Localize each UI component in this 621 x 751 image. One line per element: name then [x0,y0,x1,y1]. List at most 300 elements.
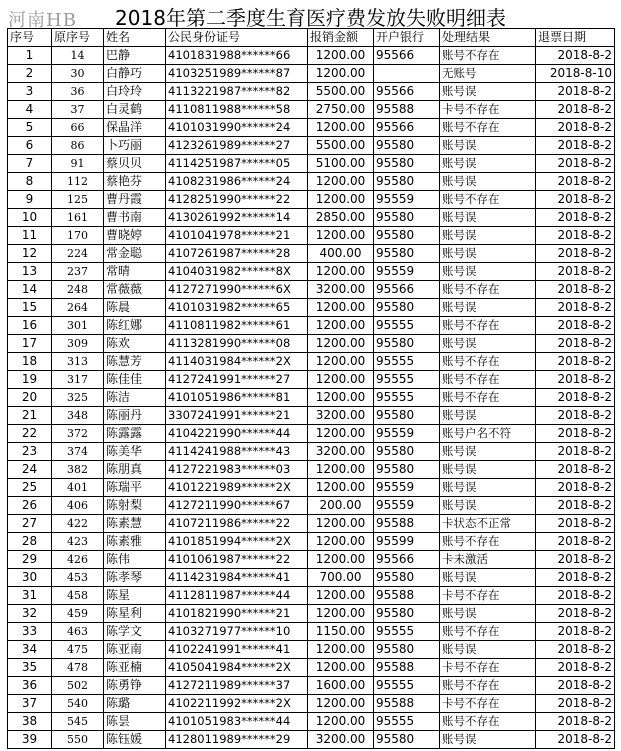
amount-cell: 1200.00 [308,119,374,137]
amount-cell: 1200.00 [308,461,374,479]
amount-cell: 1200.00 [308,173,374,191]
seq-cell: 30 [8,569,52,587]
id-number-cell: 4127271990******6X [166,281,308,299]
amount-cell: 200.00 [308,497,374,515]
orig-seq-cell: 382 [52,461,104,479]
amount-cell: 1200.00 [308,389,374,407]
name-cell: 陈慧芳 [104,353,166,371]
refund-date-cell: 2018-8-2 [536,353,615,371]
seq-cell: 29 [8,551,52,569]
amount-cell: 1200.00 [308,353,374,371]
orig-seq-cell: 540 [52,695,104,713]
result-cell: 账号不存在 [440,389,536,407]
name-cell: 陈星 [104,587,166,605]
amount-cell: 1200.00 [308,191,374,209]
refund-date-cell: 2018-8-2 [536,119,615,137]
name-cell: 陈洁 [104,389,166,407]
bank-cell: 95580 [374,155,440,173]
amount-cell: 2750.00 [308,101,374,119]
table-row [8,155,615,173]
seq-cell: 10 [8,209,52,227]
result-cell: 卡号不存在 [440,101,536,119]
bank-cell: 95580 [374,173,440,191]
result-cell: 账号误 [440,173,536,191]
name-cell: 巴静 [104,47,166,65]
seq-cell: 21 [8,407,52,425]
name-cell: 陈亚楠 [104,659,166,677]
result-cell: 账号不存在 [440,281,536,299]
orig-seq-cell: 348 [52,407,104,425]
seq-cell: 6 [8,137,52,155]
bank-cell: 95566 [374,47,440,65]
table-row [8,623,615,641]
bank-cell: 95566 [374,83,440,101]
name-cell: 曹书南 [104,209,166,227]
table-row [8,587,615,605]
orig-seq-cell: 248 [52,281,104,299]
refund-date-cell: 2018-8-2 [536,389,615,407]
amount-cell: 3200.00 [308,443,374,461]
bank-cell: 95559 [374,263,440,281]
seq-cell: 34 [8,641,52,659]
name-cell: 陈丽丹 [104,407,166,425]
seq-cell: 20 [8,389,52,407]
name-cell: 蔡贝贝 [104,155,166,173]
name-cell: 陈射梨 [104,497,166,515]
table-row [8,101,615,119]
refund-date-cell: 2018-8-2 [536,299,615,317]
id-number-cell: 4101041978******21 [166,227,308,245]
bank-cell: 95580 [374,299,440,317]
header-name: 姓名 [104,29,166,47]
table-row [8,443,615,461]
orig-seq-cell: 264 [52,299,104,317]
refund-date-cell: 2018-8-2 [536,677,615,695]
refund-date-cell: 2018-8-10 [536,65,615,83]
result-cell: 账号不存在 [440,713,536,731]
result-cell: 账号误 [440,227,536,245]
table-row [8,209,615,227]
orig-seq-cell: 374 [52,443,104,461]
orig-seq-cell: 37 [52,101,104,119]
orig-seq-cell: 125 [52,191,104,209]
table-row [8,425,615,443]
id-number-cell: 4101051983******44 [166,713,308,731]
orig-seq-cell: 550 [52,731,104,749]
table-row [8,605,615,623]
refund-date-cell: 2018-8-2 [536,317,615,335]
refund-date-cell: 2018-8-2 [536,101,615,119]
bank-cell: 95580 [374,227,440,245]
amount-cell: 1200.00 [308,299,374,317]
id-number-cell: 4113221987******82 [166,83,308,101]
orig-seq-cell: 317 [52,371,104,389]
id-number-cell: 3307241991******21 [166,407,308,425]
id-number-cell: 4101051986******81 [166,389,308,407]
id-number-cell: 4101221989******2X [166,479,308,497]
bank-cell: 95566 [374,119,440,137]
bank-cell: 95580 [374,443,440,461]
page-title: 2018年第二季度生育医疗费发放失败明细表 [115,6,506,30]
seq-cell: 13 [8,263,52,281]
result-cell: 卡未激活 [440,551,536,569]
amount-cell: 1150.00 [308,623,374,641]
table-row [8,497,615,515]
name-cell: 白玲玲 [104,83,166,101]
table-row [8,659,615,677]
seq-cell: 32 [8,605,52,623]
amount-cell: 1600.00 [308,677,374,695]
bank-cell: 95580 [374,407,440,425]
result-cell: 账号误 [440,569,536,587]
refund-date-cell: 2018-8-2 [536,641,615,659]
refund-date-cell: 2018-8-2 [536,461,615,479]
refund-date-cell: 2018-8-2 [536,569,615,587]
result-cell: 卡号不存在 [440,659,536,677]
header-seq: 序号 [8,29,52,47]
result-cell: 卡状态不正常 [440,515,536,533]
name-cell: 陈勇铮 [104,677,166,695]
amount-cell: 1200.00 [308,479,374,497]
result-cell: 账号误 [440,299,536,317]
table-row [8,227,615,245]
id-number-cell: 4101821990******21 [166,605,308,623]
id-number-cell: 4110811982******61 [166,317,308,335]
table-row [8,731,615,749]
name-cell: 陈钰媛 [104,731,166,749]
table-row [8,335,615,353]
table-row [8,281,615,299]
refund-date-cell: 2018-8-2 [536,407,615,425]
orig-seq-cell: 372 [52,425,104,443]
result-cell: 账号不存在 [440,533,536,551]
id-number-cell: 4101851994******2X [166,533,308,551]
name-cell: 陈学文 [104,623,166,641]
orig-seq-cell: 406 [52,497,104,515]
table-row [8,47,615,65]
result-cell: 账号误 [440,461,536,479]
amount-cell: 1200.00 [308,641,374,659]
seq-cell: 11 [8,227,52,245]
bank-cell: 95580 [374,209,440,227]
seq-cell: 22 [8,425,52,443]
seq-cell: 12 [8,245,52,263]
result-cell: 账号误 [440,479,536,497]
refund-date-cell: 2018-8-2 [536,443,615,461]
bank-cell: 95580 [374,731,440,749]
name-cell: 陈美华 [104,443,166,461]
seq-cell: 19 [8,371,52,389]
orig-seq-cell: 423 [52,533,104,551]
refund-date-cell: 2018-8-2 [536,587,615,605]
result-cell: 账号不存在 [440,47,536,65]
amount-cell: 400.00 [308,245,374,263]
seq-cell: 37 [8,695,52,713]
refund-date-cell: 2018-8-2 [536,731,615,749]
refund-date-cell: 2018-8-2 [536,155,615,173]
name-cell: 陈素雅 [104,533,166,551]
orig-seq-cell: 91 [52,155,104,173]
id-number-cell: 4123261989******27 [166,137,308,155]
amount-cell: 1200.00 [308,227,374,245]
seq-cell: 23 [8,443,52,461]
seq-cell: 18 [8,353,52,371]
bank-cell: 95588 [374,695,440,713]
orig-seq-cell: 161 [52,209,104,227]
result-cell: 账号误 [440,137,536,155]
bank-cell: 95580 [374,461,440,479]
amount-cell: 1200.00 [308,317,374,335]
name-cell: 陈孝琴 [104,569,166,587]
result-cell: 账号误 [440,263,536,281]
bank-cell: 95580 [374,641,440,659]
amount-cell: 1200.00 [308,587,374,605]
refund-date-cell: 2018-8-2 [536,137,615,155]
refund-date-cell: 2018-8-2 [536,425,615,443]
name-cell: 陈朋真 [104,461,166,479]
result-cell: 账号不存在 [440,353,536,371]
amount-cell: 5100.00 [308,155,374,173]
name-cell: 陈晨 [104,299,166,317]
table-row [8,389,615,407]
table-row [8,245,615,263]
name-cell: 陈星利 [104,605,166,623]
refund-date-cell: 2018-8-2 [536,551,615,569]
amount-cell: 1200.00 [308,713,374,731]
seq-cell: 39 [8,731,52,749]
seq-cell: 1 [8,47,52,65]
name-cell: 曹丹霞 [104,191,166,209]
bank-cell: 95555 [374,317,440,335]
table-row [8,695,615,713]
orig-seq-cell: 463 [52,623,104,641]
table-row [8,569,615,587]
refund-date-cell: 2018-8-2 [536,695,615,713]
name-cell: 白灵鹤 [104,101,166,119]
seq-cell: 38 [8,713,52,731]
id-number-cell: 4128011989******29 [166,731,308,749]
table-header-row [8,29,615,47]
bank-cell: 95555 [374,623,440,641]
result-cell: 账号户名不符 [440,425,536,443]
seq-cell: 2 [8,65,52,83]
id-number-cell: 4107261987******28 [166,245,308,263]
refund-date-cell: 2018-8-2 [536,281,615,299]
orig-seq-cell: 459 [52,605,104,623]
seq-cell: 35 [8,659,52,677]
amount-cell: 1200.00 [308,335,374,353]
seq-cell: 8 [8,173,52,191]
orig-seq-cell: 66 [52,119,104,137]
seq-cell: 4 [8,101,52,119]
bank-cell: 95599 [374,533,440,551]
orig-seq-cell: 401 [52,479,104,497]
name-cell: 陈亚南 [104,641,166,659]
bank-cell: 95559 [374,497,440,515]
amount-cell: 5500.00 [308,83,374,101]
bank-cell [374,65,440,83]
orig-seq-cell: 313 [52,353,104,371]
seq-cell: 17 [8,335,52,353]
orig-seq-cell: 237 [52,263,104,281]
seq-cell: 36 [8,677,52,695]
refund-date-cell: 2018-8-2 [536,83,615,101]
id-number-cell: 4103251989******87 [166,65,308,83]
table-row [8,713,615,731]
id-number-cell: 4104031982******8X [166,263,308,281]
table-row [8,461,615,479]
bank-cell: 95588 [374,587,440,605]
orig-seq-cell: 170 [52,227,104,245]
table-row [8,407,615,425]
table-row [8,515,615,533]
bank-cell: 95559 [374,425,440,443]
seq-cell: 27 [8,515,52,533]
name-cell: 常薇薇 [104,281,166,299]
id-number-cell: 4112811987******44 [166,587,308,605]
amount-cell: 1200.00 [308,659,374,677]
bank-cell: 95580 [374,335,440,353]
id-number-cell: 4114251987******05 [166,155,308,173]
refund-date-cell: 2018-8-2 [536,263,615,281]
header-amount: 报销金额 [308,29,374,47]
orig-seq-cell: 224 [52,245,104,263]
result-cell: 账号不存在 [440,317,536,335]
table-row [8,191,615,209]
bank-cell: 95555 [374,389,440,407]
header-id-number: 公民身份证号 [166,29,308,47]
bank-cell: 95580 [374,137,440,155]
result-cell: 账号误 [440,155,536,173]
refund-date-cell: 2018-8-2 [536,659,615,677]
name-cell: 陈瑞平 [104,479,166,497]
name-cell: 蔡艳芬 [104,173,166,191]
refund-date-cell: 2018-8-2 [536,713,615,731]
table-row [8,677,615,695]
result-cell: 账号不存在 [440,119,536,137]
table-row [8,173,615,191]
amount-cell: 1200.00 [308,695,374,713]
id-number-cell: 4127241991******27 [166,371,308,389]
bank-cell: 95555 [374,371,440,389]
orig-seq-cell: 478 [52,659,104,677]
table-row [8,137,615,155]
id-number-cell: 4108231986******24 [166,173,308,191]
amount-cell: 1200.00 [308,533,374,551]
refund-date-cell: 2018-8-2 [536,479,615,497]
amount-cell: 700.00 [308,569,374,587]
orig-seq-cell: 36 [52,83,104,101]
seq-cell: 5 [8,119,52,137]
orig-seq-cell: 422 [52,515,104,533]
refund-date-cell: 2018-8-2 [536,371,615,389]
result-cell: 账号误 [440,605,536,623]
name-cell: 陈昙 [104,713,166,731]
refund-date-cell: 2018-8-2 [536,47,615,65]
table-row [8,641,615,659]
seq-cell: 9 [8,191,52,209]
result-cell: 账号误 [440,209,536,227]
result-cell: 账号不存在 [440,677,536,695]
amount-cell: 2850.00 [308,209,374,227]
failure-detail-table [7,28,615,749]
header-bank: 开户银行 [374,29,440,47]
table-row [8,551,615,569]
name-cell: 陈素慧 [104,515,166,533]
result-cell: 账号不存在 [440,371,536,389]
id-number-cell: 4101031982******65 [166,299,308,317]
orig-seq-cell: 301 [52,317,104,335]
orig-seq-cell: 112 [52,173,104,191]
seq-cell: 26 [8,497,52,515]
result-cell: 账号误 [440,641,536,659]
table-row [8,263,615,281]
id-number-cell: 4107211986******22 [166,515,308,533]
seq-cell: 31 [8,587,52,605]
name-cell: 陈伟 [104,551,166,569]
id-number-cell: 4102211992******2X [166,695,308,713]
id-number-cell: 4130261992******14 [166,209,308,227]
bank-cell: 95566 [374,281,440,299]
id-number-cell: 4102241991******41 [166,641,308,659]
result-cell: 卡号不存在 [440,587,536,605]
amount-cell: 3200.00 [308,407,374,425]
orig-seq-cell: 426 [52,551,104,569]
amount-cell: 1200.00 [308,65,374,83]
bank-cell: 95588 [374,659,440,677]
id-number-cell: 4127221983******03 [166,461,308,479]
bank-cell: 95588 [374,515,440,533]
seq-cell: 15 [8,299,52,317]
result-cell: 账号误 [440,407,536,425]
amount-cell: 3200.00 [308,281,374,299]
orig-seq-cell: 86 [52,137,104,155]
result-cell: 账号误 [440,497,536,515]
id-number-cell: 4104221990******44 [166,425,308,443]
id-number-cell: 4127211989******37 [166,677,308,695]
refund-date-cell: 2018-8-2 [536,623,615,641]
refund-date-cell: 2018-8-2 [536,605,615,623]
watermark-text: 河南HB [8,10,77,31]
table-row [8,299,615,317]
name-cell: 曹晓婷 [104,227,166,245]
header-orig-seq: 原序号 [52,29,104,47]
bank-cell: 95555 [374,713,440,731]
name-cell: 陈佳佳 [104,371,166,389]
bank-cell: 95580 [374,605,440,623]
orig-seq-cell: 30 [52,65,104,83]
orig-seq-cell: 325 [52,389,104,407]
amount-cell: 1200.00 [308,515,374,533]
bank-cell: 95588 [374,101,440,119]
bank-cell: 95559 [374,191,440,209]
refund-date-cell: 2018-8-2 [536,227,615,245]
bank-cell: 95555 [374,677,440,695]
table-row [8,83,615,101]
seq-cell: 33 [8,623,52,641]
orig-seq-cell: 502 [52,677,104,695]
seq-cell: 14 [8,281,52,299]
refund-date-cell: 2018-8-2 [536,245,615,263]
seq-cell: 16 [8,317,52,335]
amount-cell: 1200.00 [308,47,374,65]
bank-cell: 95555 [374,353,440,371]
id-number-cell: 4103271977******10 [166,623,308,641]
table-row [8,533,615,551]
amount-cell: 1200.00 [308,605,374,623]
id-number-cell: 4101831988******66 [166,47,308,65]
table-row [8,119,615,137]
